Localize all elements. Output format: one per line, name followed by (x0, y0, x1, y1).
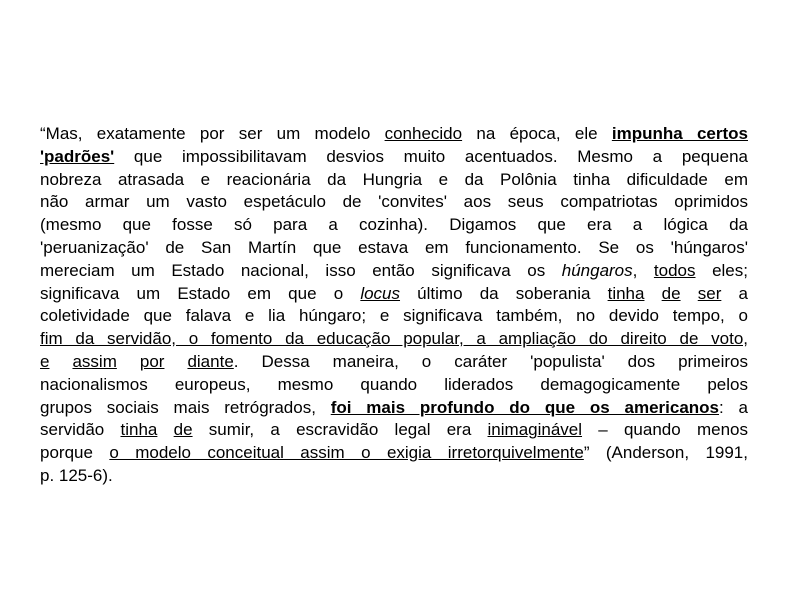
quote-text-run: tinha (607, 283, 645, 303)
quote-text-run: tinha (120, 420, 158, 440)
quote-text-run: p. 125-6). (40, 465, 113, 485)
quote-text-run: nobreza atrasada e reacionária da Hungria e da Polônia tinha dificuldade em (40, 169, 748, 189)
quote-text-run: fim da servidão, o fomento da educação popular, a ampliação do direito de voto, (40, 329, 748, 349)
quote-text-run: conhecido (384, 124, 463, 143)
quote-text-run: foi mais profundo do que os americanos (330, 397, 720, 417)
quote-text-run: ” (Anderson, 1991, (583, 443, 748, 463)
quote-text-run: por (139, 351, 165, 371)
quote-text-run: nacionalismos europeus, mesmo quando liderados demagogicamente pelos (40, 374, 748, 394)
quote-text-run: de (173, 420, 193, 440)
quote-text-run: impunha certos (611, 124, 748, 143)
quote-text-run: : a (719, 397, 749, 417)
quote-text-run: locus (360, 283, 401, 303)
quote-text-run: último da soberania (400, 283, 608, 303)
quote-line (40, 283, 748, 306)
quote-text-run: todos (653, 260, 696, 280)
quote-text-run: (mesmo que fosse só para a cozinha). Digamos que era a lógica da (40, 215, 748, 235)
quote-text-run: ser (697, 283, 722, 303)
quote-text-run: 'peruanização' de San Martín que estava em funcionamento. Se os 'húngaros' (40, 237, 748, 257)
quote-text-run: – quando menos (582, 420, 748, 440)
quote-text-run: “Mas, exatamente por ser um modelo (40, 124, 385, 143)
quote-text-run: , (632, 260, 654, 280)
quote-line (40, 146, 748, 169)
quote-text-run: eles; (695, 260, 748, 280)
quote-text-run: grupos sociais mais retrógrados, (40, 397, 331, 417)
quote-line (40, 237, 748, 260)
quote-paragraph (40, 123, 748, 488)
quote-text-run: porque (40, 443, 110, 463)
quote-text-run (117, 352, 140, 371)
quote-line (40, 328, 748, 351)
quote-text-run: sumir, a escravidão legal era (192, 420, 488, 440)
quote-line (40, 397, 748, 420)
quote-line (40, 305, 748, 328)
quote-line (40, 351, 748, 374)
quote-text-run: coletividade que falava e lia húngaro; e significava também, no devido tempo, o (40, 306, 748, 326)
quote-text-run: . Dessa maneira, o caráter 'populista' dos primeiros (233, 351, 748, 371)
quote-line (40, 374, 748, 397)
quote-text-run: mereciam um Estado nacional, isso então significava os (40, 260, 562, 280)
quote-line (40, 465, 748, 488)
quote-line (40, 191, 748, 214)
quote-text-run (644, 284, 661, 303)
quote-text-run: significava um Estado em que o (40, 283, 361, 303)
quote-line (40, 260, 748, 283)
quote-text-run: húngaros (561, 260, 633, 280)
quote-text-run: de (661, 283, 681, 303)
quote-text-run: e (40, 351, 50, 371)
quote-text-run (157, 420, 173, 439)
quote-text-run: servidão (40, 420, 121, 440)
quote-text-run: diante (187, 351, 234, 371)
quote-text-run (164, 352, 187, 371)
quote-line (40, 442, 748, 465)
quote-text-run: o modelo conceitual assim o exigia irretorquivelmente (109, 443, 584, 463)
quote-line (40, 419, 748, 442)
quote-text-run: não armar um vasto espetáculo de 'convites' aos seus compatriotas oprimidos (40, 192, 748, 212)
quote-text-run (681, 284, 698, 303)
quote-line (40, 214, 748, 237)
quote-text-run: 'padrões' (40, 146, 115, 166)
quote-text-run: inimaginável (487, 420, 583, 440)
quote-line (40, 123, 748, 146)
quote-text-run: que impossibilitavam desvios muito acentuados. Mesmo a pequena (114, 146, 748, 166)
quote-text-run: assim (72, 351, 117, 371)
quote-text-run: na época, ele (462, 124, 612, 143)
quote-line (40, 169, 748, 192)
quote-text-run: a (721, 283, 748, 303)
quote-text-run (49, 352, 72, 371)
